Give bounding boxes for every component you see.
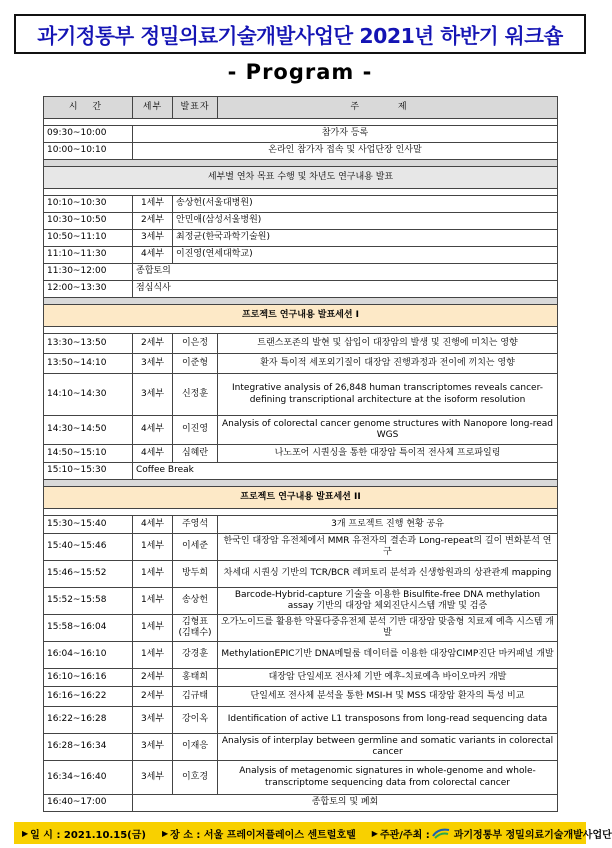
speaker-cell: 김규태 bbox=[173, 687, 218, 707]
page-title: 과기정통부 정밀의료기술개발사업단 2021년 하반기 워크숍 bbox=[37, 24, 563, 48]
time-cell: 12:00~13:30 bbox=[44, 281, 133, 298]
section-row bbox=[44, 167, 558, 189]
topic-cell: 참가자 등록 bbox=[133, 126, 558, 143]
speaker-cell: 이진영(연세대학교) bbox=[173, 247, 558, 264]
table-row bbox=[44, 734, 558, 761]
detail-cell: 3세부 bbox=[133, 230, 173, 247]
session-title: 프로젝트 연구내용 발표세션 II bbox=[44, 487, 558, 509]
detail-cell: 3세부 bbox=[133, 374, 173, 416]
detail-cell: 3세부 bbox=[133, 734, 173, 761]
speaker-cell: 이호경 bbox=[173, 761, 218, 795]
time-cell: 15:58~16:04 bbox=[44, 615, 133, 642]
footer-host bbox=[372, 826, 612, 841]
program-subtitle: - Program - bbox=[227, 60, 373, 84]
detail-cell: 4세부 bbox=[133, 516, 173, 534]
time-cell: 10:00~10:10 bbox=[44, 143, 133, 160]
topic-cell: Identification of active L1 transposons from long-read sequencing data bbox=[218, 707, 558, 734]
time-cell: 16:40~17:00 bbox=[44, 795, 133, 812]
topic-cell: 차세대 시퀀싱 기반의 TCR/BCR 레퍼토리 분석과 신생항원과의 상관관계 mapping bbox=[218, 561, 558, 588]
time-cell: 16:04~16:10 bbox=[44, 642, 133, 669]
topic-cell: Integrative analysis of 26,848 human transcriptomes reveals cancer-defining transcriptional architecture at the isoform resolution bbox=[218, 374, 558, 416]
time-cell: 16:34~16:40 bbox=[44, 761, 133, 795]
topic-cell: Analysis of colorectal cancer genome structures with Nanopore long-read WGS bbox=[218, 416, 558, 445]
organization-logo-icon bbox=[432, 827, 450, 839]
table-row bbox=[44, 687, 558, 707]
time-cell: 10:50~11:10 bbox=[44, 230, 133, 247]
table-row bbox=[44, 615, 558, 642]
table-row bbox=[44, 281, 558, 298]
footer-place bbox=[162, 826, 356, 841]
detail-cell: 2세부 bbox=[133, 334, 173, 354]
table-row bbox=[44, 534, 558, 561]
topic-cell: 온라인 참가자 접속 및 사업단장 인사말 bbox=[133, 143, 558, 160]
speaker-cell: 이세준 bbox=[173, 534, 218, 561]
topic-cell: 오가노이드를 활용한 약물다중유전체 분석 기반 대장암 맞춤형 치료제 예측 시스템 개발 bbox=[218, 615, 558, 642]
detail-cell: 1세부 bbox=[133, 642, 173, 669]
col-header-time: 시 간 bbox=[44, 97, 133, 119]
table-row bbox=[44, 445, 558, 463]
table-row bbox=[44, 761, 558, 795]
triangle-right-icon: ▶ bbox=[371, 828, 378, 838]
time-cell: 09:30~10:00 bbox=[44, 126, 133, 143]
speaker-cell: 점심식사 bbox=[133, 281, 558, 298]
speaker-cell: 송상헌(서울대병원) bbox=[173, 196, 558, 213]
time-cell: 16:16~16:22 bbox=[44, 687, 133, 707]
topic-cell: MethylationEPIC기반 DNA메틸룸 데이터를 이용한 대장암CIMP진단 마커패널 개발 bbox=[218, 642, 558, 669]
table-row bbox=[44, 213, 558, 230]
table-row bbox=[44, 334, 558, 354]
speaker-cell: 안민애(삼성서울병원) bbox=[173, 213, 558, 230]
topic-cell: 단일세포 전사체 분석을 통한 MSI-H 및 MSS 대장암 환자의 특성 비교 bbox=[218, 687, 558, 707]
table-row bbox=[44, 416, 558, 445]
speaker-cell: 강이옥 bbox=[173, 707, 218, 734]
topic-cell: 3개 프로젝트 진행 현황 공유 bbox=[218, 516, 558, 534]
detail-cell: 4세부 bbox=[133, 247, 173, 264]
host-name: 과기정통부 정밀의료기술개발사업단 bbox=[453, 829, 612, 841]
detail-cell: 1세부 bbox=[133, 615, 173, 642]
topic-cell: 종합토의 및 폐회 bbox=[133, 795, 558, 812]
table-row bbox=[44, 354, 558, 374]
speaker-cell: 심혜란 bbox=[173, 445, 218, 463]
program-table bbox=[43, 96, 558, 812]
detail-cell: 2세부 bbox=[133, 669, 173, 687]
host-label: 주관/주최 : bbox=[379, 829, 430, 841]
table-header-row bbox=[44, 97, 558, 119]
col-header-topic: 주 제 bbox=[218, 97, 558, 119]
table-row bbox=[44, 374, 558, 416]
topic-cell: 환자 특이적 세포외기질이 대장암 진행과정과 전이에 끼치는 영향 bbox=[218, 354, 558, 374]
time-cell: 15:10~15:30 bbox=[44, 463, 133, 480]
time-cell: 11:30~12:00 bbox=[44, 264, 133, 281]
topic-cell: Barcode-Hybrid-capture 기술을 이용한 Bisulfite-free DNA methylation assay 기반의 대장암 체외진단시스템 개발 및 검증 bbox=[218, 588, 558, 615]
time-cell: 15:40~15:46 bbox=[44, 534, 133, 561]
time-cell: 16:22~16:28 bbox=[44, 707, 133, 734]
col-header-speaker: 발표자 bbox=[173, 97, 218, 119]
speaker-cell: 홍태희 bbox=[173, 669, 218, 687]
table-row bbox=[44, 795, 558, 812]
event-place: 장 소 : 서울 프레이저플레이스 센트럴호텔 bbox=[170, 829, 356, 841]
time-cell: 10:10~10:30 bbox=[44, 196, 133, 213]
session-row bbox=[44, 487, 558, 509]
speaker-cell: Coffee Break bbox=[133, 463, 558, 480]
topic-cell: 한국인 대장암 유전체에서 MMR 유전자의 결손과 Long-repeat의 길이 변화분석 연구 bbox=[218, 534, 558, 561]
table-row bbox=[44, 516, 558, 534]
time-cell: 11:10~11:30 bbox=[44, 247, 133, 264]
topic-cell: Analysis of metagenomic signatures in whole-genome and whole-transcriptome sequencing data from colorectal cancer bbox=[218, 761, 558, 795]
detail-cell: 2세부 bbox=[133, 213, 173, 230]
table-row bbox=[44, 642, 558, 669]
detail-cell: 1세부 bbox=[133, 561, 173, 588]
speaker-cell: 종합토의 bbox=[133, 264, 558, 281]
detail-cell: 3세부 bbox=[133, 707, 173, 734]
speaker-cell: 이진영 bbox=[173, 416, 218, 445]
table-row bbox=[44, 143, 558, 160]
triangle-right-icon: ▶ bbox=[22, 828, 29, 838]
speaker-cell: 최정균(한국과학기술원) bbox=[173, 230, 558, 247]
detail-cell: 1세부 bbox=[133, 196, 173, 213]
time-cell: 13:50~14:10 bbox=[44, 354, 133, 374]
detail-cell: 3세부 bbox=[133, 761, 173, 795]
session-title: 프로젝트 연구내용 발표세션 I bbox=[44, 305, 558, 327]
time-cell: 13:30~13:50 bbox=[44, 334, 133, 354]
table-row bbox=[44, 230, 558, 247]
table-row bbox=[44, 561, 558, 588]
session-row bbox=[44, 305, 558, 327]
footer-bar bbox=[14, 822, 612, 844]
time-cell: 15:52~15:58 bbox=[44, 588, 133, 615]
speaker-cell: 김형표 (김태수) bbox=[173, 615, 218, 642]
time-cell: 16:28~16:34 bbox=[44, 734, 133, 761]
time-cell: 16:10~16:16 bbox=[44, 669, 133, 687]
time-cell: 14:10~14:30 bbox=[44, 374, 133, 416]
topic-cell: 나노포어 시퀀싱을 통한 대장암 특이적 전사체 프로파일링 bbox=[218, 445, 558, 463]
speaker-cell: 이준형 bbox=[173, 354, 218, 374]
speaker-cell: 방두희 bbox=[173, 561, 218, 588]
table-row bbox=[44, 264, 558, 281]
topic-cell: Analysis of interplay between germline and somatic variants in colorectal cancer bbox=[218, 734, 558, 761]
topic-cell: 대장암 단일세포 전사체 기반 예후-치료예측 바이오마커 개발 bbox=[218, 669, 558, 687]
detail-cell: 2세부 bbox=[133, 687, 173, 707]
speaker-cell: 송상헌 bbox=[173, 588, 218, 615]
topic-cell: 트랜스포존의 발현 및 삽입이 대장암의 발생 및 진행에 미치는 영향 bbox=[218, 334, 558, 354]
speaker-cell: 주영석 bbox=[173, 516, 218, 534]
table-row bbox=[44, 669, 558, 687]
speaker-cell: 이재응 bbox=[173, 734, 218, 761]
detail-cell: 4세부 bbox=[133, 445, 173, 463]
table-row bbox=[44, 126, 558, 143]
time-cell: 15:30~15:40 bbox=[44, 516, 133, 534]
section-title: 세부별 연차 목표 수행 및 차년도 연구내용 발표 bbox=[44, 167, 558, 189]
table-row bbox=[44, 463, 558, 480]
speaker-cell: 신정훈 bbox=[173, 374, 218, 416]
detail-cell: 3세부 bbox=[133, 354, 173, 374]
time-cell: 14:50~15:10 bbox=[44, 445, 133, 463]
table-row bbox=[44, 707, 558, 734]
table-row bbox=[44, 196, 558, 213]
detail-cell: 1세부 bbox=[133, 534, 173, 561]
event-date: 일 시 : 2021.10.15(금) bbox=[30, 829, 146, 841]
time-cell: 15:46~15:52 bbox=[44, 561, 133, 588]
footer-date bbox=[22, 826, 146, 841]
time-cell: 14:30~14:50 bbox=[44, 416, 133, 445]
col-header-detail: 세부 bbox=[133, 97, 173, 119]
speaker-cell: 이은정 bbox=[173, 334, 218, 354]
title-box bbox=[14, 14, 586, 54]
speaker-cell: 강경훈 bbox=[173, 642, 218, 669]
detail-cell: 1세부 bbox=[133, 588, 173, 615]
table-row bbox=[44, 588, 558, 615]
time-cell: 10:30~10:50 bbox=[44, 213, 133, 230]
triangle-right-icon: ▶ bbox=[161, 828, 169, 838]
detail-cell: 4세부 bbox=[133, 416, 173, 445]
table-row bbox=[44, 247, 558, 264]
